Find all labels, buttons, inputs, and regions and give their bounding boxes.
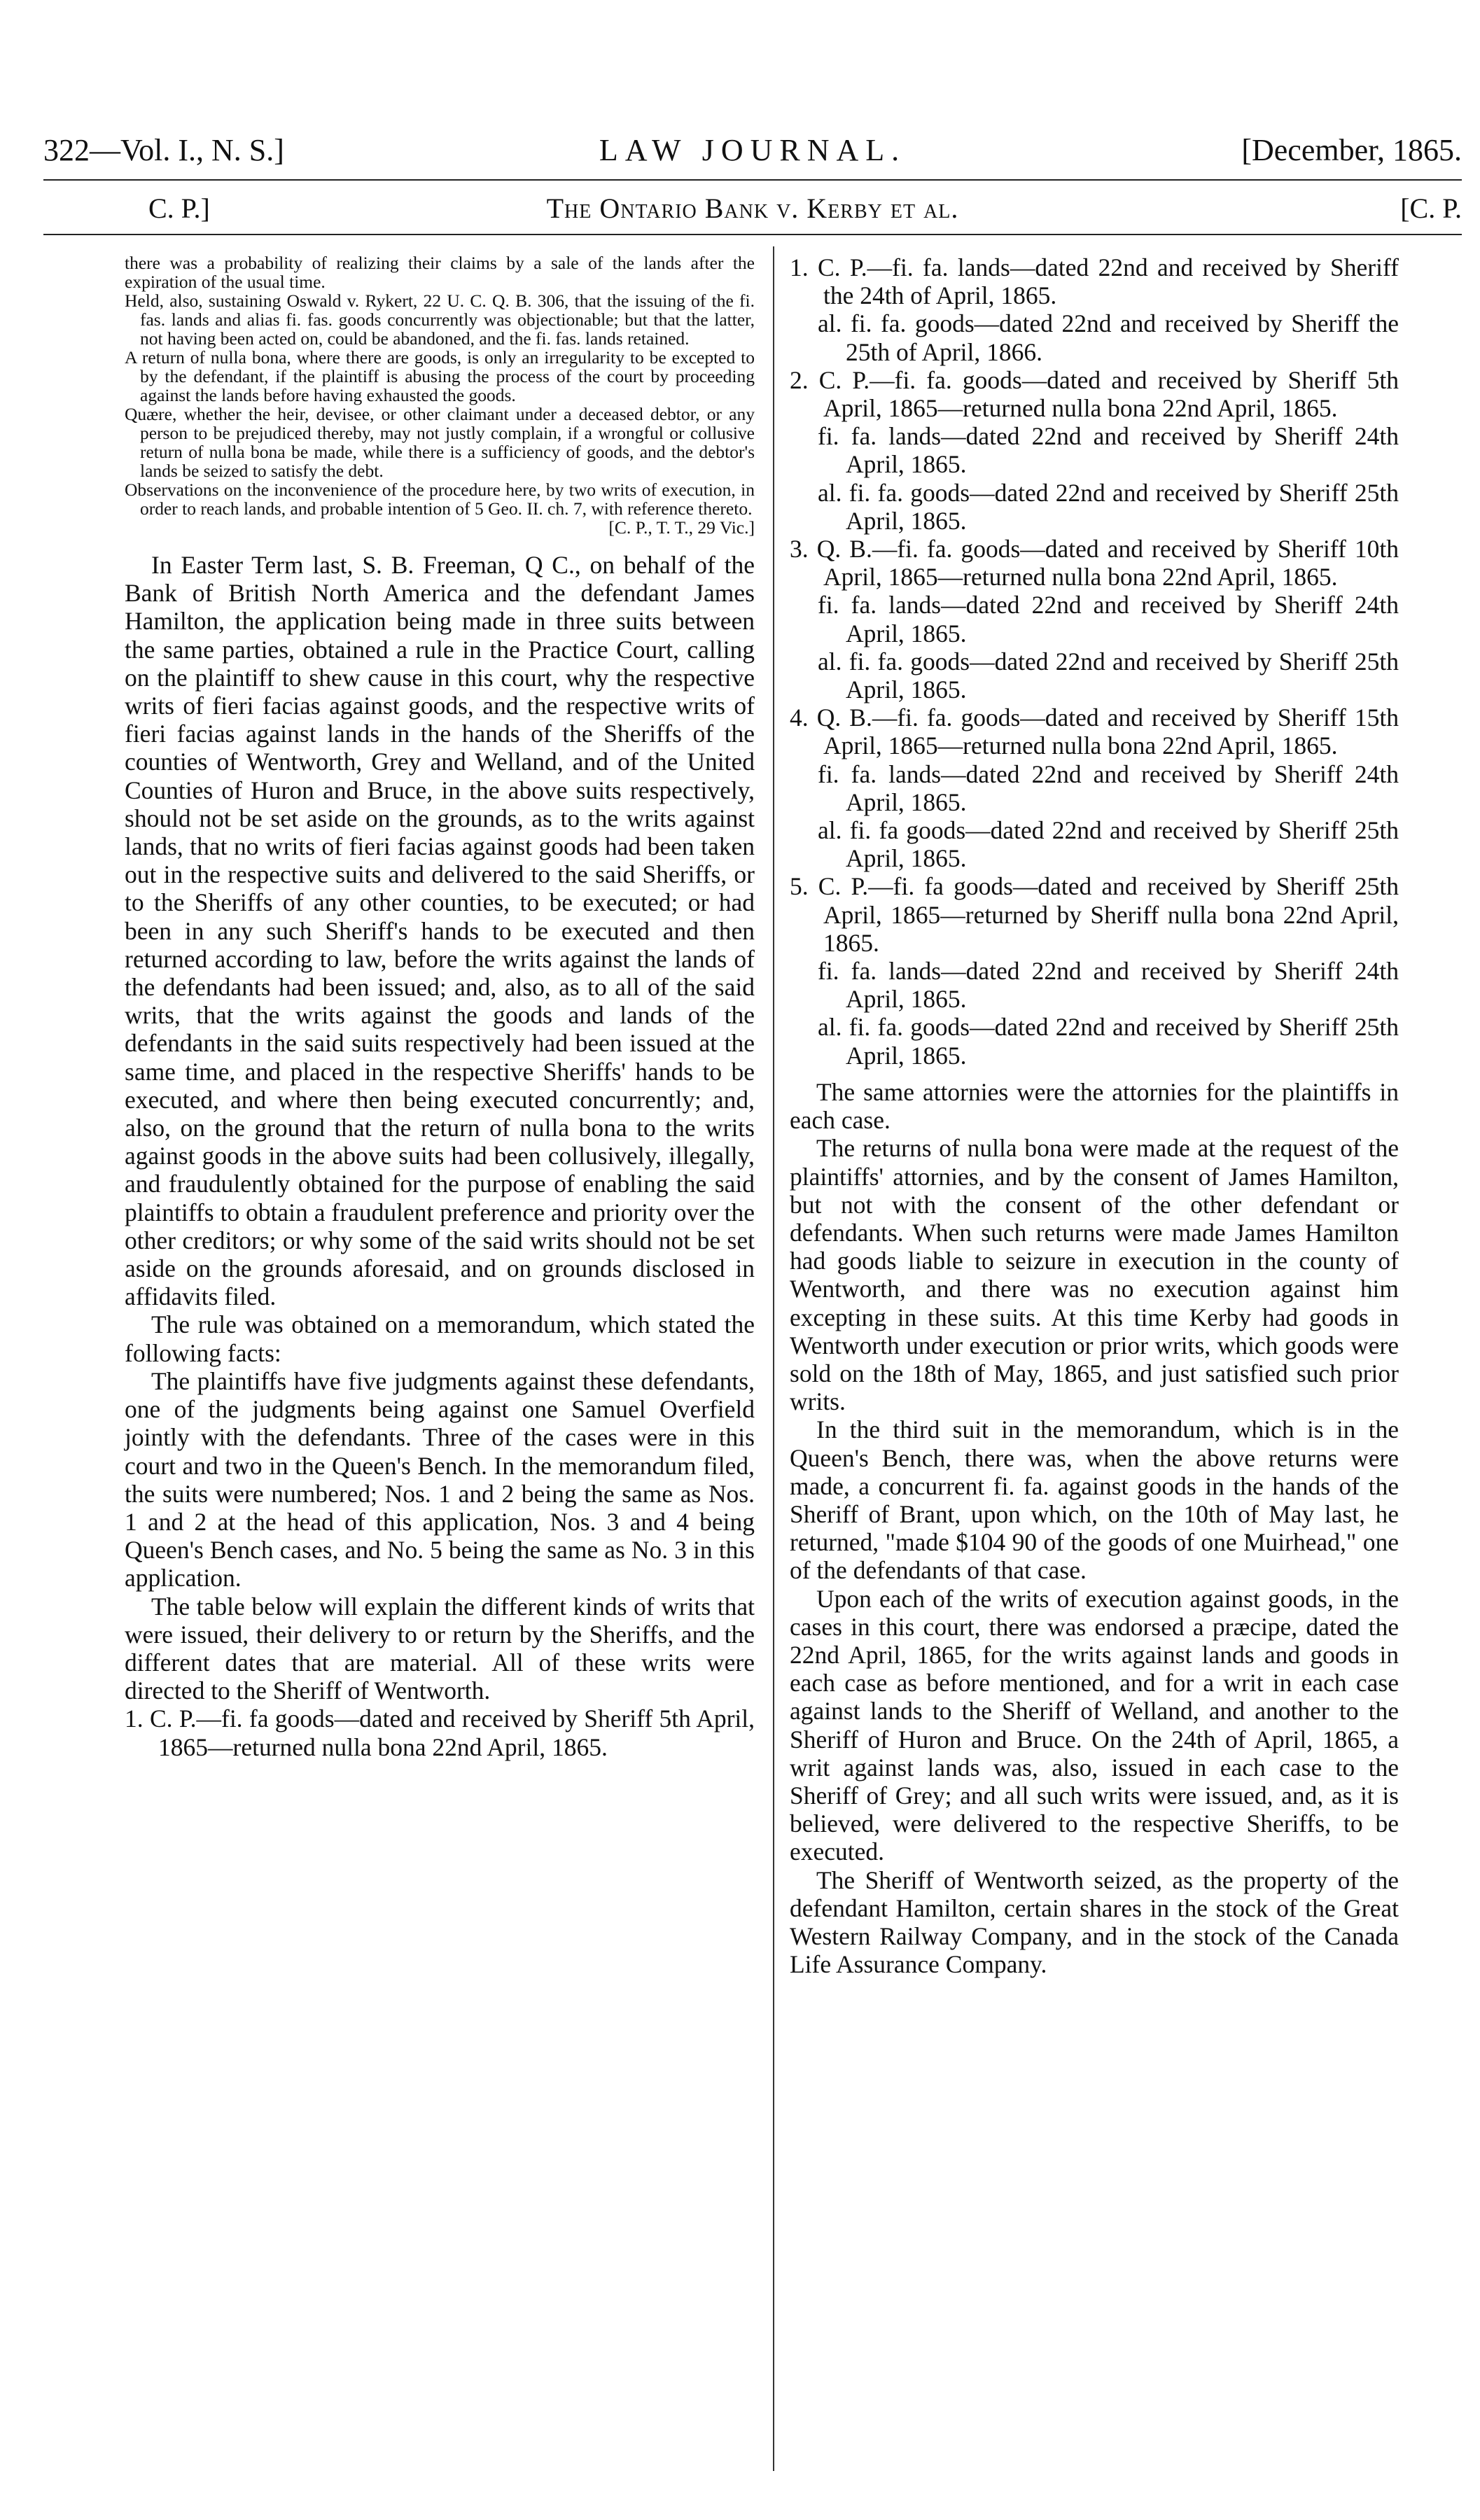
- writ-table: [790, 253, 1399, 1070]
- writ-line: 1. C. P.—fi. fa. lands—dated 22nd and received by Sheriff the 24th of April, 1865.: [790, 253, 1399, 310]
- court-label-left: C. P.]: [148, 192, 210, 224]
- header-rule: [43, 179, 1462, 181]
- writ-subline: al. fi. fa goods—dated 22nd and received by Sheriff 25th April, 1865.: [818, 816, 1399, 873]
- headnote: Quære, whether the heir, devisee, or other claimant under a deceased debtor, or any person to be prejudiced thereby, may not justly complain, if a wrongful or collusive return of nulla bona be made, while there is a sufficiency of goods, and the debtor's lands be seized to satisfy the debt.: [125, 404, 755, 481]
- body-paragraph: The same attornies were the attornies for the plaintiffs in each case.: [790, 1077, 1399, 1135]
- headnote-text: Observations on the inconvenience of the procedure here, by two writs of execution, in order to reach lands, and probable intention of 5 Geo. II. ch. 7, with reference thereto.: [125, 479, 755, 519]
- running-head: [43, 130, 1462, 172]
- issue-date: [December, 1865.: [1241, 133, 1462, 167]
- headnote: Held, also, sustaining Oswald v. Rykert, 22 U. C. Q. B. 306, that the issuing of the fi. fas. lands and alias fi. fas. goods concurrently was objectionable; but that the latter, not having been acted on, could be abandoned, and the fi. fas. lands retained.: [125, 290, 755, 349]
- case-head: [43, 188, 1462, 230]
- body-paragraph: The rule was obtained on a memorandum, which stated the following facts:: [125, 1310, 755, 1367]
- writ-line: 5. C. P.—fi. fa goods—dated and received by Sheriff 25th April, 1865—returned by Sheriff nulla bona 22nd April, 1865.: [790, 872, 1399, 957]
- writ-subline: fi. fa. lands—dated 22nd and received by Sheriff 24th April, 1865.: [818, 422, 1399, 479]
- body-paragraph: The Sheriff of Wentworth seized, as the property of the defendant Hamilton, certain shares in the stock of the Great Western Railway Company, and in the stock of the Canada Life Assurance Company.: [790, 1865, 1399, 1979]
- case-head-rule: [43, 234, 1462, 235]
- writ-subline: fi. fa. lands—dated 22nd and received by Sheriff 24th April, 1865.: [818, 957, 1399, 1014]
- body-paragraph: In the third suit in the memorandum, which is in the Queen's Bench, there was, when the above returns were made, a concurrent fi. fa. against goods in the hands of the Sheriff of Brant, upon which, on the 10th of May last, he returned, "made $104 90 of the goods of one Muirhead," one of the defendants of that case.: [790, 1415, 1399, 1585]
- column-divider: [773, 246, 774, 2471]
- writ-table-entry: [790, 704, 1399, 872]
- body-paragraph: Upon each of the writs of execution against goods, in the cases in this court, there was endorsed a præcipe, dated the 22nd April, 1865, for the writs against lands and goods in each case as before mentioned, and for a writ in each case against lands to the Sheriff of Welland, and another to the Sheriff of Huron and Bruce. On the 24th of April, 1865, a writ against lands was, also, issued in each case to the Sheriff of Grey; and all such writs were issued, and, as it is believed, were delivered to the respective Sheriffs, to be executed.: [790, 1584, 1399, 1866]
- body-paragraph: The plaintiffs have five judgments against these defendants, one of the judgments being against one Samuel Overfield jointly with the defendants. Three of the cases were in this court and two in the Queen's Bench. In the memorandum filed, the suits were numbered; Nos. 1 and 2 being the same as Nos. 1 and 2 at the head of this application, Nos. 3 and 4 being Queen's Bench cases, and No. 5 being the same as No. 3 in this application.: [125, 1366, 755, 1592]
- case-title: The Ontario Bank v. Kerby et al.: [546, 192, 959, 224]
- headnote-citation: [C. P., T. T., 29 Vic.]: [608, 517, 755, 538]
- writ-subline: fi. fa. lands—dated 22nd and received by Sheriff 24th April, 1865.: [818, 591, 1399, 648]
- writ-table-entry: [790, 872, 1399, 1069]
- writ-subline: al. fi. fa. goods—dated 22nd and received by Sheriff the 25th of April, 1866.: [818, 309, 1399, 366]
- court-label-right: [C. P.: [1400, 192, 1462, 224]
- body-paragraph: In Easter Term last, S. B. Freeman, Q C., on behalf of the Bank of British North America and the defendant James Hamilton, the application being made in three suits between the same parties, obtained a rule in the Practice Court, calling on the plaintiff to shew cause in this court, why the respective writs of fieri facias against goods, and the respective writs of fieri facias against lands in the hands of the Sheriffs of the counties of Wentworth, Grey and Welland, and of the United Counties of Huron and Bruce, in the above suits respectively, should not be set aside on the grounds, as to the writs against lands, that no writs of fieri facias against goods had been taken out in the respective suits and delivered to the said Sheriffs, or to the Sheriffs of any other counties, to be executed; or had been in any such Sheriff's hands to be executed and then returned according to law, before the writs against the lands of the defendants had been issued; and, also, as to all of the said writs, that the writs against the goods and lands of the defendants in the said suits respectively had been issued at the same time, and placed in the respective Sheriffs' hands to be executed, and where then being executed concurrently; and, also, on the ground that the return of nulla bona to the writs against goods in the above suits had been collusively, illegally, and fraudulently obtained for the purpose of enabling the said plaintiffs to obtain a fraudulent preference and priority over the other creditors; or why some of the said writs should not be set aside on the grounds aforesaid, and on grounds disclosed in affidavits filed.: [125, 551, 755, 1311]
- writ-subline: al. fi. fa. goods—dated 22nd and received by Sheriff 25th April, 1865.: [818, 1013, 1399, 1070]
- writ-table-entry: [790, 253, 1399, 366]
- headnote: there was a probability of realizing their claims by a sale of the lands after the expiration of the usual time.: [125, 253, 755, 292]
- writ-table-entry: [790, 535, 1399, 704]
- writ-table-entry: [125, 1704, 755, 1760]
- writ-subline: al. fi. fa. goods—dated 22nd and received by Sheriff 25th April, 1865.: [818, 647, 1399, 704]
- writ-subline: fi. fa. lands—dated 22nd and received by Sheriff 24th April, 1865.: [818, 760, 1399, 816]
- right-column: [790, 253, 1399, 1978]
- writ-table-entry: [790, 366, 1399, 535]
- writ-line: 2. C. P.—fi. fa. goods—dated and received by Sheriff 5th April, 1865—returned nulla bona 22nd April, 1865.: [790, 365, 1399, 423]
- headnote: [125, 480, 755, 537]
- body-paragraph: The table below will explain the different kinds of writs that were issued, their delivery to or return by the Sheriffs, and the different dates that are material. All of these writs were directed to the Sheriff of Wentworth.: [125, 1592, 755, 1705]
- left-column: [125, 253, 755, 1761]
- writ-line: 1. C. P.—fi. fa goods—dated and received by Sheriff 5th April, 1865—returned nulla bona 22nd April, 1865.: [125, 1704, 755, 1761]
- writ-line: 4. Q. B.—fi. fa. goods—dated and received by Sheriff 15th April, 1865—returned nulla bona 22nd April, 1865.: [790, 704, 1399, 760]
- headnote: A return of nulla bona, where there are goods, is only an irregularity to be excepted to by the defendant, if the plaintiff is abusing the process of the court by proceeding against the lands before having exhausted the goods.: [125, 347, 755, 405]
- journal-title: LAW JOURNAL.: [599, 133, 907, 167]
- page-volume-label: 322—Vol. I., N. S.]: [43, 133, 284, 167]
- writ-line: 3. Q. B.—fi. fa. goods—dated and received by Sheriff 10th April, 1865—returned nulla bona 22nd April, 1865.: [790, 535, 1399, 592]
- body-paragraph: The returns of nulla bona were made at the request of the plaintiffs' attornies, and by the consent of James Hamilton, but not with the consent of the other defendant or defendants. When such returns were made James Hamilton had goods liable to seizure in execution in the county of Wentworth, and there was no execution against him excepting in these suits. At this time Kerby had goods in Wentworth under execution or prior writs, which goods were sold on the 18th of May, 1865, and just satisfied such prior writs.: [790, 1134, 1399, 1416]
- writ-subline: al. fi. fa. goods—dated 22nd and received by Sheriff 25th April, 1865.: [818, 478, 1399, 535]
